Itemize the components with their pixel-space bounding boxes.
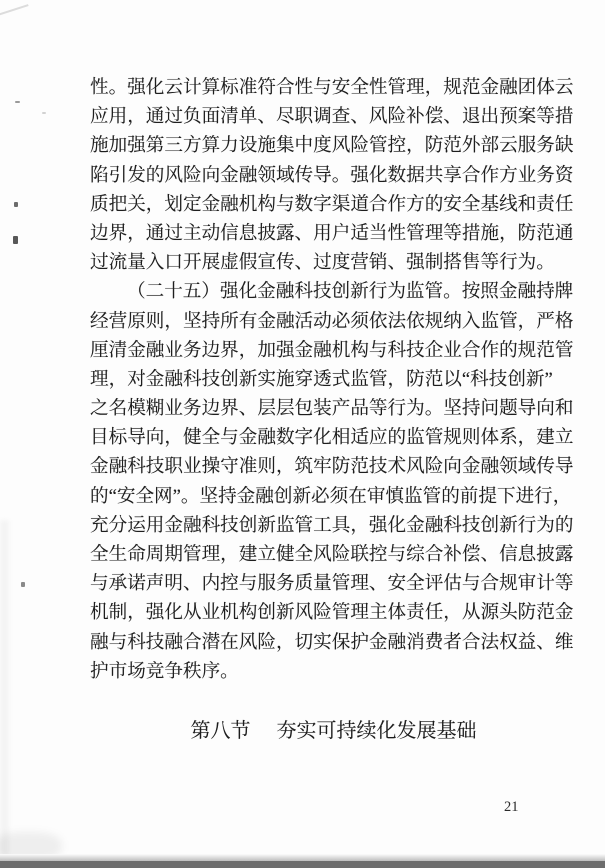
text-line: 护市场竞争秩序。	[90, 660, 239, 682]
scan-bottom-shadow	[0, 854, 605, 861]
text-line: 的“安全网”。坚持金融创新必须在审慎监管的前提下进行，	[90, 485, 572, 507]
text-line-paragraph-start: （二十五）强化金融科技创新行为监管。按照金融持牌	[127, 281, 574, 303]
text-line: 之名模糊业务边界、层层包装产品等行为。坚持问题导向和	[90, 398, 574, 420]
section-heading	[90, 716, 577, 747]
text-line: 全生命周期管理，建立健全风险联控与综合补偿、信息披露	[90, 544, 574, 565]
scan-speck	[15, 101, 20, 103]
text-line: 厘清金融业务边界，加强金融机构与科技企业合作的规范管	[90, 339, 574, 361]
text-line: 过流量入口开展虚假宣传、过度营销、强制搭售等行为。	[90, 252, 555, 274]
text-line: 应用，通过负面清单、尽职调查、风险补偿、退出预案等措	[90, 106, 574, 128]
section-heading-title: 夯实可持续化发展基础	[276, 720, 477, 742]
scan-speck	[14, 202, 18, 207]
text-line: 陷引发的风险向金融领域传导。强化数据共享合作方业务资	[90, 164, 574, 186]
text-line: 与承诺声明、内控与服务质量管理、安全评估与合规审计等	[90, 573, 574, 595]
scan-speck	[21, 582, 25, 587]
text-line: 金融科技职业操守准则，筑牢防范技术风险向金融领域传导	[90, 456, 574, 478]
text-line: 机制，强化从业机构创新风险管理主体责任，从源头防范金	[90, 602, 574, 624]
section-heading-label: 第八节	[190, 720, 251, 742]
text-line: 施加强第三方算力设施集中度风险管控，防范外部云服务缺	[90, 135, 574, 157]
text-line: 理，对金融科技创新实施穿透式监管，防范以“科技创新”	[90, 368, 553, 390]
body-text-block	[90, 73, 577, 686]
text-line: 融与科技融合潜在风险，切实保护金融消费者合法权益、维	[90, 631, 574, 653]
scan-artifact-left-streak	[0, 520, 9, 862]
text-line: 经营原则，坚持所有金融活动必须依法依规纳入监管，严格	[90, 310, 574, 332]
text-line: 质把关，划定金融机构与数字渠道合作方的安全基线和责任	[90, 193, 574, 215]
scan-speck	[42, 112, 46, 114]
scan-speck	[13, 236, 18, 244]
text-line: 边界，通过主动信息披露、用户适当性管理等措施，防范通	[90, 222, 574, 244]
text-line: 性。强化云计算标准符合性与安全性管理，规范金融团体云	[90, 77, 574, 98]
scan-artifact-corner-line	[0, 4, 28, 15]
text-line: 目标导向，健全与金融数字化相适应的监管规则体系，建立	[90, 427, 574, 449]
text-line: 充分运用金融科技创新监管工具，强化金融科技创新行为的	[90, 514, 574, 536]
page-number: 21	[504, 799, 519, 815]
scan-bottom-edge-bar	[0, 861, 605, 868]
